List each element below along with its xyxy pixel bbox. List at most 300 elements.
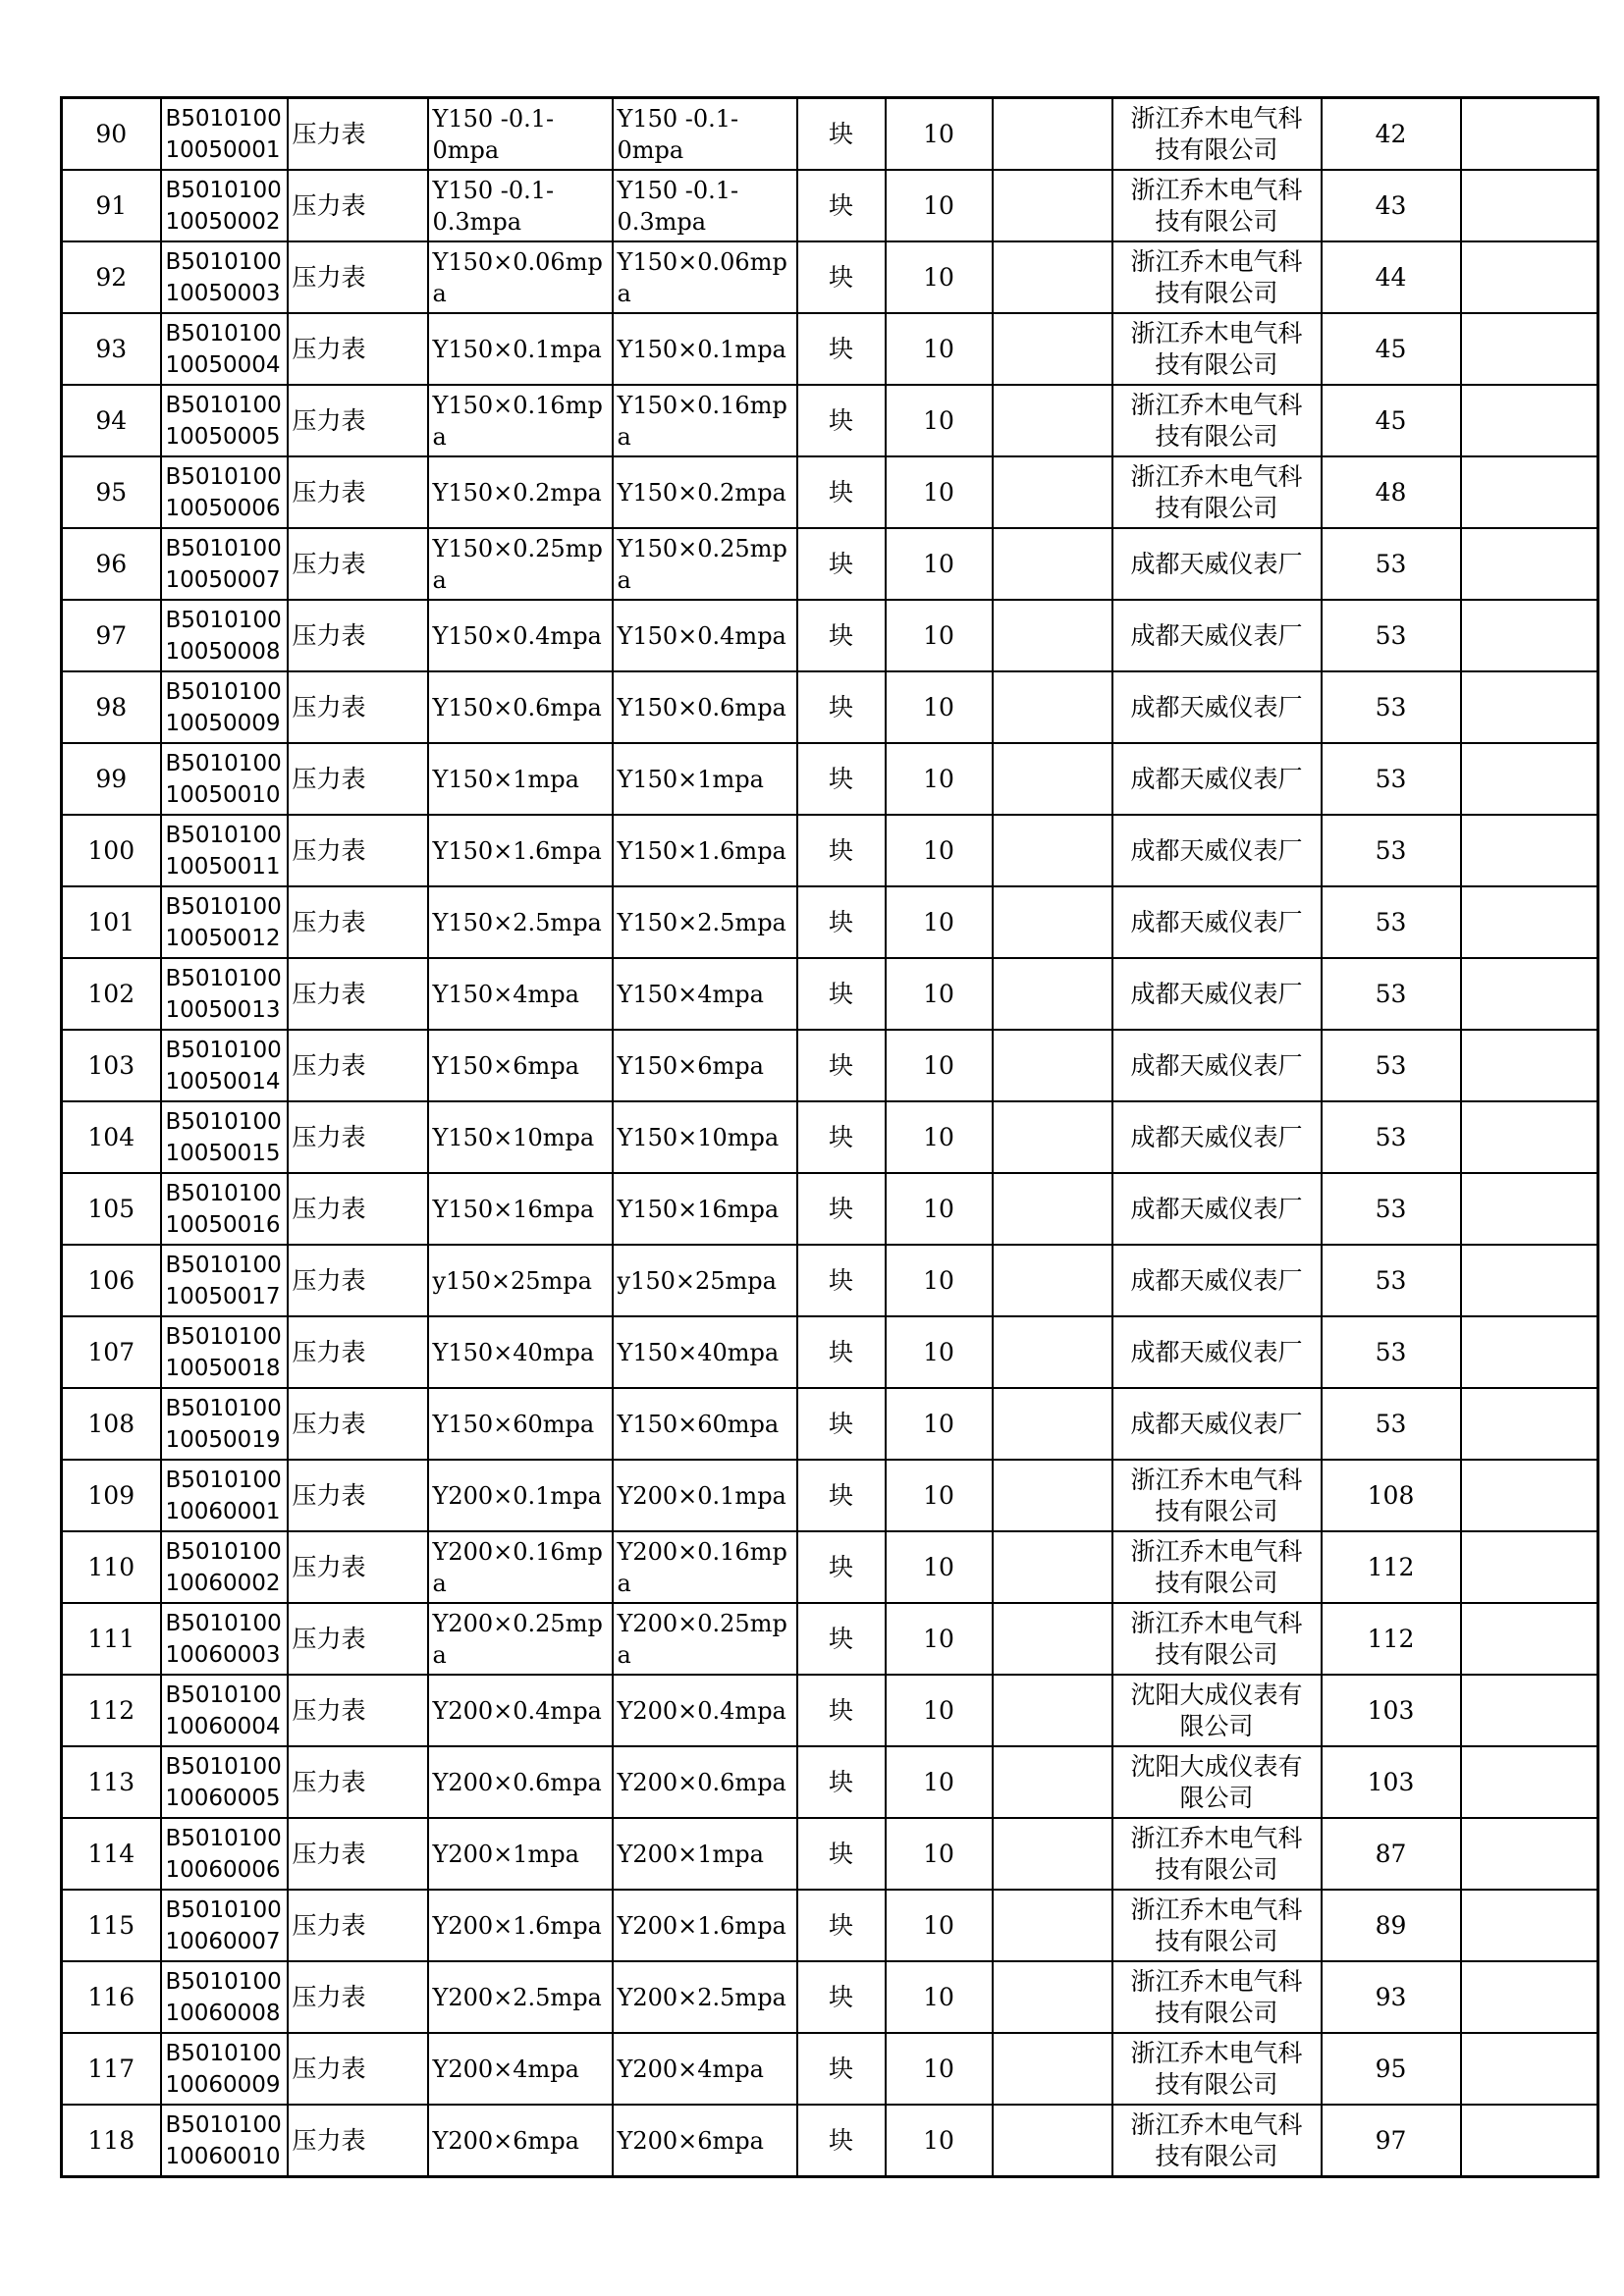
row-number-cell: 91 — [62, 170, 161, 241]
material-code-cell: B5010100 10060010 — [161, 2105, 288, 2177]
item-name-cell: 压力表 — [288, 1245, 428, 1316]
manufacturer-cell: 成都天威仪表厂 — [1112, 1173, 1322, 1245]
unit-cell: 块 — [797, 600, 886, 671]
quantity-cell: 10 — [886, 241, 993, 313]
table-row — [62, 385, 1598, 456]
item-name-cell: 压力表 — [288, 743, 428, 815]
quantity-cell: 10 — [886, 958, 993, 1030]
material-code-cell: B5010100 10050003 — [161, 241, 288, 313]
specification-cell: Y200×0.1mpa — [428, 1460, 613, 1531]
table-row — [62, 1603, 1598, 1675]
specification-cell: Y150×0.16mp a — [428, 385, 613, 456]
note-cell — [1461, 886, 1598, 958]
price-cell: 53 — [1322, 528, 1461, 600]
manufacturer-cell: 浙江乔木电气科 技有限公司 — [1112, 1961, 1322, 2033]
material-code-cell: B5010100 10060005 — [161, 1746, 288, 1818]
price-cell: 93 — [1322, 1961, 1461, 2033]
unit-cell: 块 — [797, 1890, 886, 1961]
model-cell: Y150 -0.1- 0.3mpa — [613, 170, 797, 241]
table-row — [62, 528, 1598, 600]
material-code-cell: B5010100 10050001 — [161, 98, 288, 171]
quantity-cell: 10 — [886, 1388, 993, 1460]
model-cell: Y150×1.6mpa — [613, 815, 797, 886]
item-name-cell: 压力表 — [288, 886, 428, 958]
table-row — [62, 1746, 1598, 1818]
material-code-cell: B5010100 10060002 — [161, 1531, 288, 1603]
item-name-cell: 压力表 — [288, 958, 428, 1030]
unit-cell: 块 — [797, 1245, 886, 1316]
note-cell — [1461, 313, 1598, 385]
blank-cell — [993, 743, 1112, 815]
specification-cell: Y150×16mpa — [428, 1173, 613, 1245]
note-cell — [1461, 1030, 1598, 1101]
manufacturer-cell: 浙江乔木电气科 技有限公司 — [1112, 2105, 1322, 2177]
table-row — [62, 313, 1598, 385]
price-cell: 45 — [1322, 385, 1461, 456]
quantity-cell: 10 — [886, 1961, 993, 2033]
table-row — [62, 1890, 1598, 1961]
table-row — [62, 600, 1598, 671]
table-body — [62, 98, 1598, 2177]
material-code-cell: B5010100 10050015 — [161, 1101, 288, 1173]
specification-cell: Y150×0.6mpa — [428, 671, 613, 743]
unit-cell: 块 — [797, 1388, 886, 1460]
row-number-cell: 111 — [62, 1603, 161, 1675]
specification-cell: Y150 -0.1- 0.3mpa — [428, 170, 613, 241]
model-cell: Y200×0.16mp a — [613, 1531, 797, 1603]
note-cell — [1461, 815, 1598, 886]
unit-cell: 块 — [797, 1316, 886, 1388]
blank-cell — [993, 456, 1112, 528]
model-cell: Y150×4mpa — [613, 958, 797, 1030]
blank-cell — [993, 1388, 1112, 1460]
blank-cell — [993, 528, 1112, 600]
quantity-cell: 10 — [886, 1818, 993, 1890]
specification-cell: Y150 -0.1- 0mpa — [428, 98, 613, 171]
quantity-cell: 10 — [886, 886, 993, 958]
note-cell — [1461, 2105, 1598, 2177]
material-code-cell: B5010100 10050009 — [161, 671, 288, 743]
quantity-cell: 10 — [886, 1890, 993, 1961]
specification-cell: Y200×0.16mp a — [428, 1531, 613, 1603]
material-code-cell: B5010100 10050007 — [161, 528, 288, 600]
table-row — [62, 1818, 1598, 1890]
quantity-cell: 10 — [886, 456, 993, 528]
specification-cell: Y150×0.25mp a — [428, 528, 613, 600]
model-cell: Y150×2.5mpa — [613, 886, 797, 958]
price-cell: 53 — [1322, 1245, 1461, 1316]
unit-cell: 块 — [797, 1746, 886, 1818]
price-cell: 108 — [1322, 1460, 1461, 1531]
manufacturer-cell: 浙江乔木电气科 技有限公司 — [1112, 1818, 1322, 1890]
model-cell: Y200×0.25mp a — [613, 1603, 797, 1675]
table-row — [62, 1245, 1598, 1316]
manufacturer-cell: 浙江乔木电气科 技有限公司 — [1112, 456, 1322, 528]
material-code-cell: B5010100 10050010 — [161, 743, 288, 815]
manufacturer-cell: 成都天威仪表厂 — [1112, 958, 1322, 1030]
unit-cell: 块 — [797, 671, 886, 743]
note-cell — [1461, 528, 1598, 600]
table-row — [62, 1388, 1598, 1460]
material-code-cell: B5010100 10050018 — [161, 1316, 288, 1388]
note-cell — [1461, 1460, 1598, 1531]
price-cell: 112 — [1322, 1603, 1461, 1675]
row-number-cell: 104 — [62, 1101, 161, 1173]
model-cell: Y200×6mpa — [613, 2105, 797, 2177]
item-name-cell: 压力表 — [288, 528, 428, 600]
row-number-cell: 98 — [62, 671, 161, 743]
specification-cell: Y150×0.1mpa — [428, 313, 613, 385]
note-cell — [1461, 1173, 1598, 1245]
item-name-cell: 压力表 — [288, 2033, 428, 2105]
item-name-cell: 压力表 — [288, 241, 428, 313]
row-number-cell: 101 — [62, 886, 161, 958]
table-row — [62, 815, 1598, 886]
material-code-cell: B5010100 10050016 — [161, 1173, 288, 1245]
table-row — [62, 958, 1598, 1030]
model-cell: Y200×1.6mpa — [613, 1890, 797, 1961]
specification-cell: Y150×10mpa — [428, 1101, 613, 1173]
table-row — [62, 1961, 1598, 2033]
material-code-cell: B5010100 10050006 — [161, 456, 288, 528]
item-name-cell: 压力表 — [288, 385, 428, 456]
manufacturer-cell: 成都天威仪表厂 — [1112, 600, 1322, 671]
blank-cell — [993, 313, 1112, 385]
quantity-cell: 10 — [886, 1101, 993, 1173]
table-row — [62, 456, 1598, 528]
quantity-cell: 10 — [886, 1675, 993, 1746]
row-number-cell: 113 — [62, 1746, 161, 1818]
unit-cell: 块 — [797, 528, 886, 600]
specification-cell: Y200×4mpa — [428, 2033, 613, 2105]
blank-cell — [993, 2105, 1112, 2177]
manufacturer-cell: 沈阳大成仪表有 限公司 — [1112, 1746, 1322, 1818]
table-row — [62, 98, 1598, 171]
blank-cell — [993, 241, 1112, 313]
price-cell: 87 — [1322, 1818, 1461, 1890]
table-row — [62, 1173, 1598, 1245]
table-row — [62, 170, 1598, 241]
price-cell: 53 — [1322, 1101, 1461, 1173]
quantity-cell: 10 — [886, 1603, 993, 1675]
manufacturer-cell: 浙江乔木电气科 技有限公司 — [1112, 385, 1322, 456]
price-cell: 112 — [1322, 1531, 1461, 1603]
material-code-cell: B5010100 10050008 — [161, 600, 288, 671]
model-cell: Y150×0.25mp a — [613, 528, 797, 600]
material-code-cell: B5010100 10050002 — [161, 170, 288, 241]
quantity-cell: 10 — [886, 1245, 993, 1316]
manufacturer-cell: 浙江乔木电气科 技有限公司 — [1112, 170, 1322, 241]
blank-cell — [993, 98, 1112, 171]
model-cell: Y200×2.5mpa — [613, 1961, 797, 2033]
table-row — [62, 1101, 1598, 1173]
specification-cell: Y200×0.6mpa — [428, 1746, 613, 1818]
item-name-cell: 压力表 — [288, 1316, 428, 1388]
price-cell: 95 — [1322, 2033, 1461, 2105]
row-number-cell: 106 — [62, 1245, 161, 1316]
row-number-cell: 93 — [62, 313, 161, 385]
item-name-cell: 压力表 — [288, 815, 428, 886]
material-code-cell: B5010100 10050004 — [161, 313, 288, 385]
unit-cell: 块 — [797, 98, 886, 171]
manufacturer-cell: 成都天威仪表厂 — [1112, 1316, 1322, 1388]
model-cell: Y200×1mpa — [613, 1818, 797, 1890]
blank-cell — [993, 815, 1112, 886]
quantity-cell: 10 — [886, 2033, 993, 2105]
note-cell — [1461, 98, 1598, 171]
item-name-cell: 压力表 — [288, 1173, 428, 1245]
item-name-cell: 压力表 — [288, 2105, 428, 2177]
blank-cell — [993, 958, 1112, 1030]
note-cell — [1461, 1388, 1598, 1460]
price-cell: 45 — [1322, 313, 1461, 385]
specification-cell: Y200×6mpa — [428, 2105, 613, 2177]
material-code-cell: B5010100 10050019 — [161, 1388, 288, 1460]
unit-cell: 块 — [797, 743, 886, 815]
item-name-cell: 压力表 — [288, 671, 428, 743]
note-cell — [1461, 1961, 1598, 2033]
manufacturer-cell: 成都天威仪表厂 — [1112, 743, 1322, 815]
material-code-cell: B5010100 10050005 — [161, 385, 288, 456]
specification-cell: Y150×0.06mp a — [428, 241, 613, 313]
unit-cell: 块 — [797, 1101, 886, 1173]
note-cell — [1461, 1746, 1598, 1818]
specification-cell: Y150×0.4mpa — [428, 600, 613, 671]
model-cell: Y150×40mpa — [613, 1316, 797, 1388]
row-number-cell: 102 — [62, 958, 161, 1030]
quantity-cell: 10 — [886, 1460, 993, 1531]
row-number-cell: 100 — [62, 815, 161, 886]
material-code-cell: B5010100 10050013 — [161, 958, 288, 1030]
unit-cell: 块 — [797, 1030, 886, 1101]
manufacturer-cell: 成都天威仪表厂 — [1112, 815, 1322, 886]
material-code-cell: B5010100 10060004 — [161, 1675, 288, 1746]
specification-cell: Y150×4mpa — [428, 958, 613, 1030]
note-cell — [1461, 1245, 1598, 1316]
specification-cell: Y200×0.25mp a — [428, 1603, 613, 1675]
item-name-cell: 压力表 — [288, 1890, 428, 1961]
model-cell: Y150×0.4mpa — [613, 600, 797, 671]
model-cell: Y200×0.4mpa — [613, 1675, 797, 1746]
row-number-cell: 116 — [62, 1961, 161, 2033]
table-row — [62, 886, 1598, 958]
item-name-cell: 压力表 — [288, 170, 428, 241]
item-name-cell: 压力表 — [288, 1531, 428, 1603]
quantity-cell: 10 — [886, 1746, 993, 1818]
row-number-cell: 94 — [62, 385, 161, 456]
price-cell: 97 — [1322, 2105, 1461, 2177]
quantity-cell: 10 — [886, 313, 993, 385]
unit-cell: 块 — [797, 1961, 886, 2033]
unit-cell: 块 — [797, 1603, 886, 1675]
material-code-cell: B5010100 10050014 — [161, 1030, 288, 1101]
manufacturer-cell: 浙江乔木电气科 技有限公司 — [1112, 313, 1322, 385]
material-code-cell: B5010100 10050012 — [161, 886, 288, 958]
unit-cell: 块 — [797, 385, 886, 456]
note-cell — [1461, 385, 1598, 456]
blank-cell — [993, 1818, 1112, 1890]
table-row — [62, 2033, 1598, 2105]
blank-cell — [993, 1531, 1112, 1603]
model-cell: Y150×0.06mp a — [613, 241, 797, 313]
material-code-cell: B5010100 10050011 — [161, 815, 288, 886]
item-name-cell: 压力表 — [288, 456, 428, 528]
row-number-cell: 99 — [62, 743, 161, 815]
quantity-cell: 10 — [886, 1316, 993, 1388]
row-number-cell: 114 — [62, 1818, 161, 1890]
specification-cell: Y200×0.4mpa — [428, 1675, 613, 1746]
item-name-cell: 压力表 — [288, 600, 428, 671]
blank-cell — [993, 1316, 1112, 1388]
blank-cell — [993, 1961, 1112, 2033]
unit-cell: 块 — [797, 2105, 886, 2177]
item-name-cell: 压力表 — [288, 313, 428, 385]
table-row — [62, 1675, 1598, 1746]
specification-cell: Y150×2.5mpa — [428, 886, 613, 958]
specification-cell: Y150×6mpa — [428, 1030, 613, 1101]
row-number-cell: 117 — [62, 2033, 161, 2105]
model-cell: Y150×0.16mp a — [613, 385, 797, 456]
model-cell: Y150×0.2mpa — [613, 456, 797, 528]
material-code-cell: B5010100 10060007 — [161, 1890, 288, 1961]
specification-cell: Y150×1.6mpa — [428, 815, 613, 886]
note-cell — [1461, 1603, 1598, 1675]
item-name-cell: 压力表 — [288, 1388, 428, 1460]
price-cell: 48 — [1322, 456, 1461, 528]
note-cell — [1461, 1890, 1598, 1961]
specification-cell: Y150×60mpa — [428, 1388, 613, 1460]
table-row — [62, 241, 1598, 313]
quantity-cell: 10 — [886, 2105, 993, 2177]
price-cell: 42 — [1322, 98, 1461, 171]
material-code-cell: B5010100 10050017 — [161, 1245, 288, 1316]
note-cell — [1461, 743, 1598, 815]
blank-cell — [993, 671, 1112, 743]
quantity-cell: 10 — [886, 1531, 993, 1603]
quantity-cell: 10 — [886, 385, 993, 456]
manufacturer-cell: 浙江乔木电气科 技有限公司 — [1112, 1603, 1322, 1675]
model-cell: Y150×1mpa — [613, 743, 797, 815]
blank-cell — [993, 1675, 1112, 1746]
quantity-cell: 10 — [886, 1030, 993, 1101]
model-cell: Y150×6mpa — [613, 1030, 797, 1101]
blank-cell — [993, 1890, 1112, 1961]
note-cell — [1461, 170, 1598, 241]
price-cell: 53 — [1322, 600, 1461, 671]
quantity-cell: 10 — [886, 98, 993, 171]
manufacturer-cell: 浙江乔木电气科 技有限公司 — [1112, 1531, 1322, 1603]
specification-cell: Y200×1.6mpa — [428, 1890, 613, 1961]
manufacturer-cell: 成都天威仪表厂 — [1112, 886, 1322, 958]
specification-cell: Y150×1mpa — [428, 743, 613, 815]
pressure-gauge-price-table — [60, 96, 1599, 2178]
row-number-cell: 105 — [62, 1173, 161, 1245]
table-row — [62, 2105, 1598, 2177]
item-name-cell: 压力表 — [288, 1675, 428, 1746]
model-cell: Y200×0.6mpa — [613, 1746, 797, 1818]
unit-cell: 块 — [797, 958, 886, 1030]
unit-cell: 块 — [797, 1531, 886, 1603]
price-cell: 53 — [1322, 1388, 1461, 1460]
price-cell: 53 — [1322, 1173, 1461, 1245]
item-name-cell: 压力表 — [288, 1030, 428, 1101]
manufacturer-cell: 成都天威仪表厂 — [1112, 528, 1322, 600]
item-name-cell: 压力表 — [288, 1818, 428, 1890]
material-code-cell: B5010100 10060008 — [161, 1961, 288, 2033]
manufacturer-cell: 成都天威仪表厂 — [1112, 1245, 1322, 1316]
specification-cell: y150×25mpa — [428, 1245, 613, 1316]
row-number-cell: 118 — [62, 2105, 161, 2177]
row-number-cell: 103 — [62, 1030, 161, 1101]
model-cell: Y150×16mpa — [613, 1173, 797, 1245]
price-cell: 53 — [1322, 1316, 1461, 1388]
model-cell: Y150×0.6mpa — [613, 671, 797, 743]
model-cell: Y200×4mpa — [613, 2033, 797, 2105]
manufacturer-cell: 浙江乔木电气科 技有限公司 — [1112, 1460, 1322, 1531]
manufacturer-cell: 浙江乔木电气科 技有限公司 — [1112, 241, 1322, 313]
specification-cell: Y150×40mpa — [428, 1316, 613, 1388]
model-cell: y150×25mpa — [613, 1245, 797, 1316]
blank-cell — [993, 170, 1112, 241]
unit-cell: 块 — [797, 886, 886, 958]
row-number-cell: 95 — [62, 456, 161, 528]
blank-cell — [993, 385, 1112, 456]
price-cell: 44 — [1322, 241, 1461, 313]
item-name-cell: 压力表 — [288, 1460, 428, 1531]
blank-cell — [993, 886, 1112, 958]
row-number-cell: 96 — [62, 528, 161, 600]
table-row — [62, 1030, 1598, 1101]
material-code-cell: B5010100 10060001 — [161, 1460, 288, 1531]
blank-cell — [993, 1746, 1112, 1818]
material-code-cell: B5010100 10060003 — [161, 1603, 288, 1675]
manufacturer-cell: 成都天威仪表厂 — [1112, 1030, 1322, 1101]
blank-cell — [993, 1101, 1112, 1173]
table-row — [62, 1316, 1598, 1388]
row-number-cell: 109 — [62, 1460, 161, 1531]
note-cell — [1461, 671, 1598, 743]
manufacturer-cell: 成都天威仪表厂 — [1112, 1388, 1322, 1460]
unit-cell: 块 — [797, 1818, 886, 1890]
table-row — [62, 743, 1598, 815]
quantity-cell: 10 — [886, 743, 993, 815]
blank-cell — [993, 1460, 1112, 1531]
row-number-cell: 110 — [62, 1531, 161, 1603]
price-cell: 53 — [1322, 815, 1461, 886]
row-number-cell: 97 — [62, 600, 161, 671]
price-cell: 103 — [1322, 1746, 1461, 1818]
note-cell — [1461, 1675, 1598, 1746]
quantity-cell: 10 — [886, 600, 993, 671]
unit-cell: 块 — [797, 1460, 886, 1531]
manufacturer-cell: 成都天威仪表厂 — [1112, 671, 1322, 743]
row-number-cell: 90 — [62, 98, 161, 171]
model-cell: Y150 -0.1- 0mpa — [613, 98, 797, 171]
model-cell: Y150×0.1mpa — [613, 313, 797, 385]
note-cell — [1461, 456, 1598, 528]
blank-cell — [993, 1245, 1112, 1316]
row-number-cell: 108 — [62, 1388, 161, 1460]
unit-cell: 块 — [797, 1173, 886, 1245]
model-cell: Y200×0.1mpa — [613, 1460, 797, 1531]
material-code-cell: B5010100 10060006 — [161, 1818, 288, 1890]
blank-cell — [993, 1030, 1112, 1101]
note-cell — [1461, 958, 1598, 1030]
manufacturer-cell: 浙江乔木电气科 技有限公司 — [1112, 98, 1322, 171]
item-name-cell: 压力表 — [288, 1603, 428, 1675]
note-cell — [1461, 600, 1598, 671]
unit-cell: 块 — [797, 241, 886, 313]
